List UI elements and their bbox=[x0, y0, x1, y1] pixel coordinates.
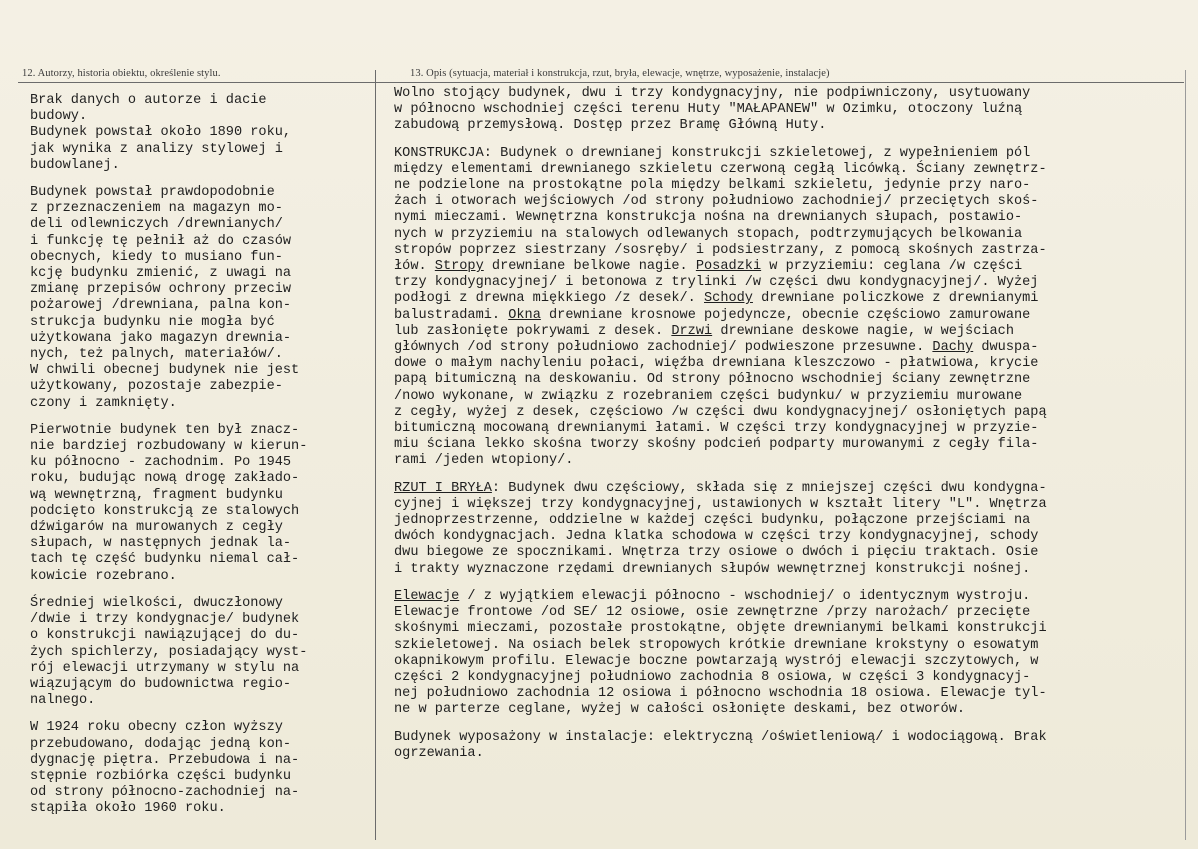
windows-label: Okna bbox=[508, 307, 541, 323]
stairs-text: drewniane policzkowe z drewnianymi balustradami. bbox=[394, 291, 1039, 323]
location-paragraph: Wolno stojący budynek, dwu i trzy kondygnacyjny, nie podpiwniczony, usytuowany w północno wschodniej części terenu Huty "MAŁAPANEW" w Ozimku, otoczony luźną zabudową przemysłową. Dostęp przez Bramę Główną Huty. bbox=[394, 86, 1031, 134]
function-paragraph: Budynek powstał prawdopodobnie z przeznaczeniem na magazyn mo- deli odlewniczych /drewnianych/ i funkcję tę pełnił aż do czasów obecnych, kiedy to musiano fun- kcję budynku zmienić, z uwagi na zmianę przepisów ochrony przeciw pożarowej /drewniana, palna kon- strukcja budynku nie mogła być użytkowana jako magazyn drewnia- nych, też palnych, materiałów/. W chwili obecnej budynek nie jest użytkowany, pozostaje zabezpie- czony i zamknięty. bbox=[30, 185, 300, 411]
header-rule bbox=[18, 82, 1184, 83]
ceilings-text: drewniane belkowe nagie. bbox=[483, 259, 696, 275]
stairs-label: Schody bbox=[704, 291, 753, 307]
installations-paragraph: Budynek wyposażony w instalacje: elektryczną /oświetleniową/ i wodociągową. Brak ogrzewania. bbox=[394, 729, 1047, 761]
plan-label: RZUT I BRYŁA bbox=[394, 480, 492, 496]
extent-paragraph: Pierwotnie budynek ten był znacz- nie bardziej rozbudowany w kierun- ku północno - zachodnim. Po 1945 roku, budując nową drogę zakłado- wą wewnętrzną, fragment budynku podcięto konstrukcją ze stalowych dźwigarów na murowanych z cegły słupach, w następnych jednak la- tach tę część budynku niemal cał- kowicie rozebrano. bbox=[30, 422, 308, 584]
construction-text: Budynek o drewnianej konstrukcji szkieletowej, z wypełnieniem pól między elementami drewnianego szkieletu czerwoną cegłą licówką. Ściany zewnętrz- ne podzielone na prostokątne pola między belkami szkieletu, jedynie przy naro- żach i otworach wejściowych /od strony południowo zachodniej/ przeciętych skoś- nymi mieczami. Wewnętrzna konstrukcja nośna na drewnianych słupach, postawio- nych w przyziemiu na stalowych odlewanych stopach, podtrzymujących belkowania stropów poprzez siestrzany /sosręby/ i podsiestrzany, z pomocą skośnych zastrza- łów. bbox=[394, 145, 1047, 275]
rebuild-paragraph: W 1924 roku obecny człon wyższy przebudowano, dodając jedną kon- dygnację piętra. Przebudowa i na- stępnie rozbiórka części budynku od strony północno-zachodniej na- stąpiła około 1960 roku. bbox=[30, 720, 300, 817]
floors-text: w przyziemiu: ceglana /w części trzy kondygnacyjnej/ i betonowa z trylinki /w części dwu kondygnacyjnej/. Wyżej podłogi z drewna miękkiego /z desek/. bbox=[394, 259, 1039, 307]
section-12-header: 12. Autorzy, historia obiektu, określenie stylu. bbox=[22, 68, 221, 79]
column-divider bbox=[375, 70, 376, 840]
section-13-header: 13. Opis (sytuacja, materiał i konstrukcja, rzut, bryła, elewacje, wnętrze, wyposażenie, instalacje) bbox=[410, 68, 830, 79]
doors-label: Drzwi bbox=[671, 323, 713, 339]
description-column bbox=[394, 86, 1179, 773]
elevations-paragraph bbox=[394, 589, 1179, 719]
plan-paragraph bbox=[394, 481, 1179, 578]
floors-label: Posadzki bbox=[695, 259, 762, 275]
roofs-text: dwuspa- dowe o małym nachyleniu połaci, więźba drewniana kleszczowo - płatwiowa, krycie papą bitumiczną na deskowaniu. Od strony północno wschodniej ściany zewnętrzne /nowo wykonane, w związku z rozebraniem części budynku/ w przyziemiu murowane z cegły, wyżej z desek, częściowo /w części dwu kondygnacyjnej/ osłoniętych papą bitumiczną mocowaną drewnianymi łatami. W części trzy kondygnacyjnej w przyzie- miu ściana lekko skośna tworzy skośny podcień podparty murowanymi z cegły fila- rami /jeden wtopiony/. bbox=[394, 340, 1047, 469]
roofs-label: Dachy bbox=[932, 340, 974, 356]
construction-paragraph bbox=[394, 146, 1179, 470]
construction-label: KONSTRUKCJA: bbox=[394, 145, 492, 161]
style-paragraph: Średniej wielkości, dwuczłonowy /dwie i trzy kondygnacje/ budynek o konstrukcji nawiązującej do du- żych spichlerzy, posiadający wyst- rój elewacji utrzymany w stylu na wiązującym do budownictwa regio- nalnego. bbox=[30, 595, 308, 709]
history-column bbox=[30, 93, 375, 829]
plan-text: : Budynek dwu częściowy, składa się z mniejszej części dwu kondygna- cyjnej i większej trzy kondygnacyjnej, ustawionych w kształt litery "L". Wnętrza jednoprzestrzenne, oddzielne w każdej części budynku, połączone przejściami na dwóch kondygnacjach. Jedna klatka schodowa w części trzy kondygnacyjnej, schody dwu biegowe ze spocznikami. Wnętrza trzy osiowe o dwóch i pięciu traktach. Osie i trakty wyznaczone rzędami drewnianych słupów wewnętrznej konstrukcji nośnej. bbox=[394, 480, 1047, 577]
author-paragraph: Brak danych o autorze i dacie budowy. Budynek powstał około 1890 roku, jak wynika z analizy stylowej i budowlanej. bbox=[30, 93, 292, 173]
doors-text: drewniane deskowe nagie, w wejściach głównych /od strony południowo zachodniej/ podwieszone przesuwne. bbox=[394, 323, 1014, 356]
elevations-text: / z wyjątkiem elewacji północno - wschodniej/ o identycznym wystroju. Elewacje frontowe /od SE/ 12 osiowe, osie zewnętrzne /przy narożach/ przecięte skośnymi mieczami, pozostałe prostokątne, objęte drewnianymi belkami konstrukcji szkieletowej. Na osiach belek stropowych krótkie drewniane krokstyny o esowatym okapnikowym profilu. Elewacje boczne powtarzają wystrój elewacji szczytowych, w części 2 kondygnacyjnej południowo zachodnia 8 osiowa, w części 3 kondygnacyj- nej południowo zachodnia 12 osiowa i północno wschodnia 18 osiowa. Elewacje tyl- ne w parterze ceglane, wyżej w całości osłonięte deskami, bez otworów. bbox=[394, 588, 1047, 718]
right-border bbox=[1185, 70, 1186, 840]
elevations-label: Elewacje bbox=[394, 588, 460, 604]
ceilings-label: Stropy bbox=[434, 259, 484, 275]
windows-text: drewniane krosnowe pojedyncze, obecnie częściowo zamurowane lub zasłonięte pokrywami z desek. bbox=[394, 307, 1031, 339]
